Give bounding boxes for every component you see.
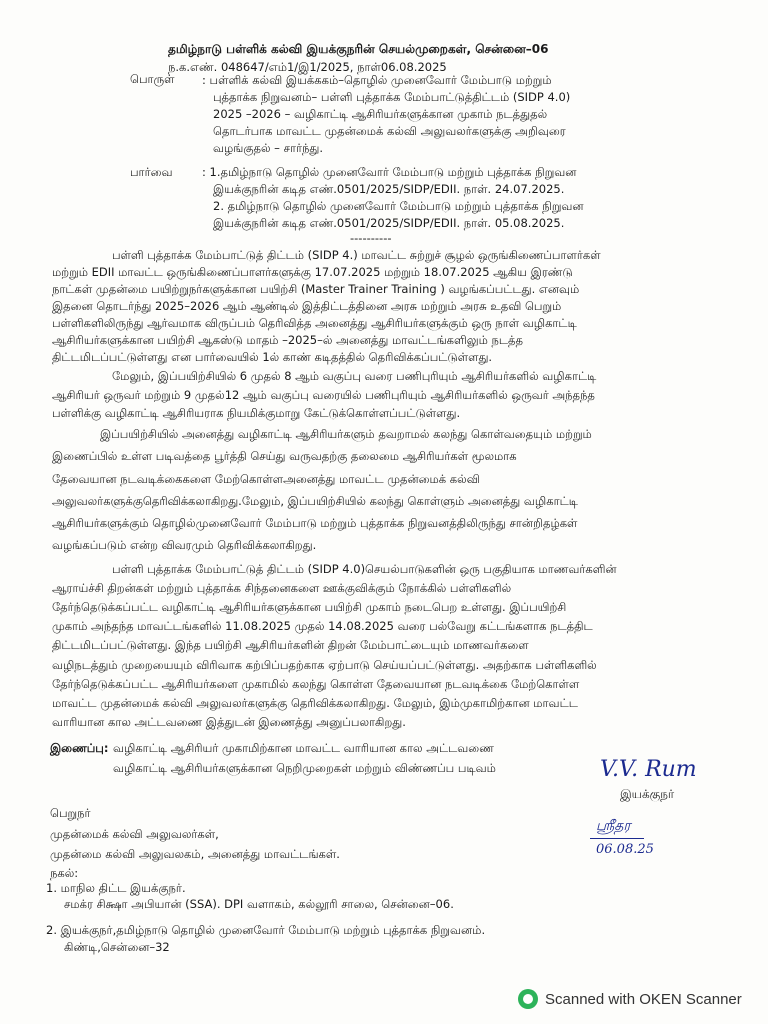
subject-line: : பள்ளிக் கல்வி இயக்ககம்–தொழில் முனைவோர் மேம்பாடு மற்றும் [202,73,552,87]
body-line: மற்றும் EDII மாவட்ட ஒருங்கிணைப்பாளர்களுக்கு 17.07.2025 மற்றும் 18.07.2025 ஆகிய இரண்டு [52,265,573,279]
office-heading: தமிழ்நாடு பள்ளிக் கல்வி இயக்குநரின் செயல்முறைகள், சென்னை–06 [168,42,549,56]
recipient-line: முதன்மை கல்வி அலுவலகம், அனைத்து மாவட்டங்கள். [50,847,340,861]
copy-to-item: சமக்ர சிக்ஷா அபியான் (SSA). DPI வளாகம், கல்லூரி சாலை, சென்னை–06. [64,897,454,911]
enclosure-item: வழிகாட்டி ஆசிரியர்களுக்கான நெறிமுறைகள் மற்றும் விண்ணப்ப படிவம் [113,761,496,775]
copy-to-item: 1. மாநில திட்ட இயக்குநர். [46,881,186,895]
reference-number: ந.க.எண். 048647/எம்1/இ1/2025, நாள்06.08.2025 [168,60,447,74]
enclosure-label: இணைப்பு: [50,741,109,755]
body-line: பள்ளி புத்தாக்க மேம்பாட்டுத் திட்டம் (SIDP 4.0)செயல்பாடுகளின் ஒரு பகுதியாக மாணவர்களின் [112,562,617,576]
body-line: மேலும், இப்பயிற்சியில் 6 முதல் 8 ஆம் வகுப்பு வரை பணிபுரியும் ஆசிரியர்களில் வழிகாட்டி [112,369,597,383]
recipients-label: பெறுநர் [50,806,91,820]
oken-logo-icon [518,989,538,1009]
body-line: இணைப்பில் உள்ள படிவத்தை பூர்த்தி செய்து வருவதற்கு தலைமை ஆசிரியர்கள் மூலமாக [52,449,517,463]
reference-label: பார்வை [130,165,173,179]
stamp-initials: ஸ்ரீதர [596,818,631,834]
signature-scrawl: V.V. Rum [600,757,697,782]
enclosure-item: வழிகாட்டி ஆசிரியர் முகாமிற்கான மாவட்ட வாரியான கால அட்டவணை [113,741,494,755]
reference-line: 2. தமிழ்நாடு தொழில் முனைவோர் மேம்பாடு மற்றும் புத்தாக்க நிறுவன [213,199,584,213]
body-line: வழிநடத்தும் முறையையும் விரிவாக கற்பிப்பதற்காக ஏற்பாடு செய்யப்பட்டுள்ளது. அதற்காக பள்ளிகளில் [52,658,597,672]
subject-line: வழங்குதல் – சார்ந்து. [213,141,323,155]
body-line: அலுவலர்களுக்குதெரிவிக்கலாகிறது.மேலும், இப்பயிற்சியில் கலந்து கொள்ளும் அனைத்து வழிகாட்டி [52,494,578,508]
copy-to-item: 2. இயக்குநர்,தமிழ்நாடு தொழில் முனைவோர் மேம்பாடு மற்றும் புத்தாக்க நிறுவனம். [46,923,486,937]
body-line: மாவட்ட முதன்மைக் கல்வி அலுவலர்களுக்கு தெரிவிக்கலாகிறது. மேலும், இம்முகாமிற்கான மாவட்ட [52,696,578,710]
reference-line: இயக்குநரின் கடித எண்.0501/2025/SIDP/EDII. நாள். 05.08.2025. [213,216,565,230]
body-line: நாட்கள் முதன்மை பயிற்றுநர்களுக்கான பயிற்சி (Master Trainer Training ) வழங்கப்பட்டது. எனவும் [52,282,580,296]
reference-line: இயக்குநரின் கடித எண்.0501/2025/SIDP/EDII. நாள். 24.07.2025. [213,182,565,196]
stamp-date: 06.08.25 [596,842,654,857]
body-line: ஆசிரியர் ஒருவர் மற்றும் 9 முதல்12 ஆம் வகுப்பு வரையில் பணிபுரியும் ஆசிரியர்களில் ஒருவர் அந்தந்த [52,388,595,402]
watermark-text: Scanned with OKEN Scanner [545,990,742,1008]
recipient-line: முதன்மைக் கல்வி அலுவலர்கள், [50,827,219,841]
body-line: முகாம் அந்தந்த மாவட்டங்களில் 11.08.2025 முதல் 14.08.2025 வரை பல்வேறு கட்டங்களாக நடத்திட [52,619,593,633]
subject-line: 2025 –2026 – வழிகாட்டி ஆசிரியர்களுக்கான முகாம் நடத்துதல் [213,107,548,121]
body-line: தேர்ந்தெடுக்கப்பட்ட வழிகாட்டி ஆசிரியர்களுக்கான பயிற்சி முகாம் நடைபெற உள்ளது. இப்பயிற்சி [52,600,567,614]
subject-label: பொருள் [130,72,175,86]
body-line: திட்டமிடப்பட்டுள்ளது என பார்வையில் 1ல் காண் கடிதத்தில் தெரிவிக்கப்பட்டுள்ளது. [52,350,493,364]
body-line: ஆராய்ச்சி திறன்கள் மற்றும் புத்தாக்க சிந்தனைகளை ஊக்குவிக்கும் நோக்கில் பள்ளிகளில் [52,581,512,595]
stamp-underline [590,838,644,839]
body-line: வாரியான கால அட்டவணை இத்துடன் இணைத்து அனுப்பலாகிறது. [52,715,406,729]
body-line: பள்ளி புத்தாக்க மேம்பாட்டுத் திட்டம் (SIDP 4.) மாவட்ட சுற்றுச் சூழல் ஒருங்கிணைப்பாளர்கள் [112,248,601,262]
scanner-watermark [518,989,742,1009]
body-line: ஆசிரியர்களுக்கான பயிற்சி ஆகஸ்டு மாதம் –2025–ல் அனைத்து மாவட்டங்களிலும் நடத்த [52,333,523,347]
subject-line: புத்தாக்க நிறுவனம்– பள்ளி புத்தாக்க மேம்பாட்டுத்திட்டம் (SIDP 4.0) [213,90,571,104]
subject-line: தொடர்பாக மாவட்ட முதன்மைக் கல்வி அலுவலர்களுக்கு அறிவுரை [213,124,566,138]
designation-label: இயக்குநர் [620,787,675,801]
copy-to-label: நகல்: [50,866,79,880]
copy-to-item: கிண்டி,சென்னை–32 [64,940,170,954]
divider: ---------- [350,231,392,245]
body-line: ஆசிரியர்களுக்கும் தொழில்முனைவோர் மேம்பாடு மற்றும் புத்தாக்க நிறுவனத்திலிருந்து சான்றிதழ்கள் [52,516,578,530]
body-line: பள்ளிகளிலிருந்து ஆர்வமாக விருப்பம் தெரிவித்த அனைத்து ஆசிரியர்களுக்கும் ஒரு நாள் வழிகாட்டி [52,316,577,330]
body-line: இதனை தொடர்ந்து 2025–2026 ஆம் ஆண்டில் இத்திட்டத்தினை அரசு மற்றும் அரசு உதவி பெறும் [52,299,562,313]
body-line: திட்டமிடப்பட்டுள்ளது. இந்த பயிற்சி ஆசிரியர்களின் திறன் மேம்பாட்டையும் மாணவர்களை [52,638,529,652]
body-line: தேவையான நடவடிக்கைகளை மேற்கொள்ளஅனைத்து மாவட்ட முதன்மைக் கல்வி [52,472,480,486]
body-line: வழங்கப்படும் என்ற விவரமும் தெரிவிக்கலாகிறது. [52,538,317,552]
body-line: தேர்ந்தெடுக்கப்பட்ட ஆசிரியர்களை முகாமில் கலந்து கொள்ள தேவையான நடவடிக்கை மேற்கொள்ள [52,677,580,691]
body-line: இப்பயிற்சியில் அனைத்து வழிகாட்டி ஆசிரியர்களும் தவறாமல் கலந்து கொள்வதையும் மற்றும் [100,427,592,441]
body-line: பள்ளிக்கு வழிகாட்டி ஆசிரியராக நியமிக்குமாறு கேட்டுக்கொள்ளப்பட்டுள்ளது. [52,406,461,420]
reference-line: : 1.தமிழ்நாடு தொழில் முனைவோர் மேம்பாடு மற்றும் புத்தாக்க நிறுவன [202,165,577,179]
